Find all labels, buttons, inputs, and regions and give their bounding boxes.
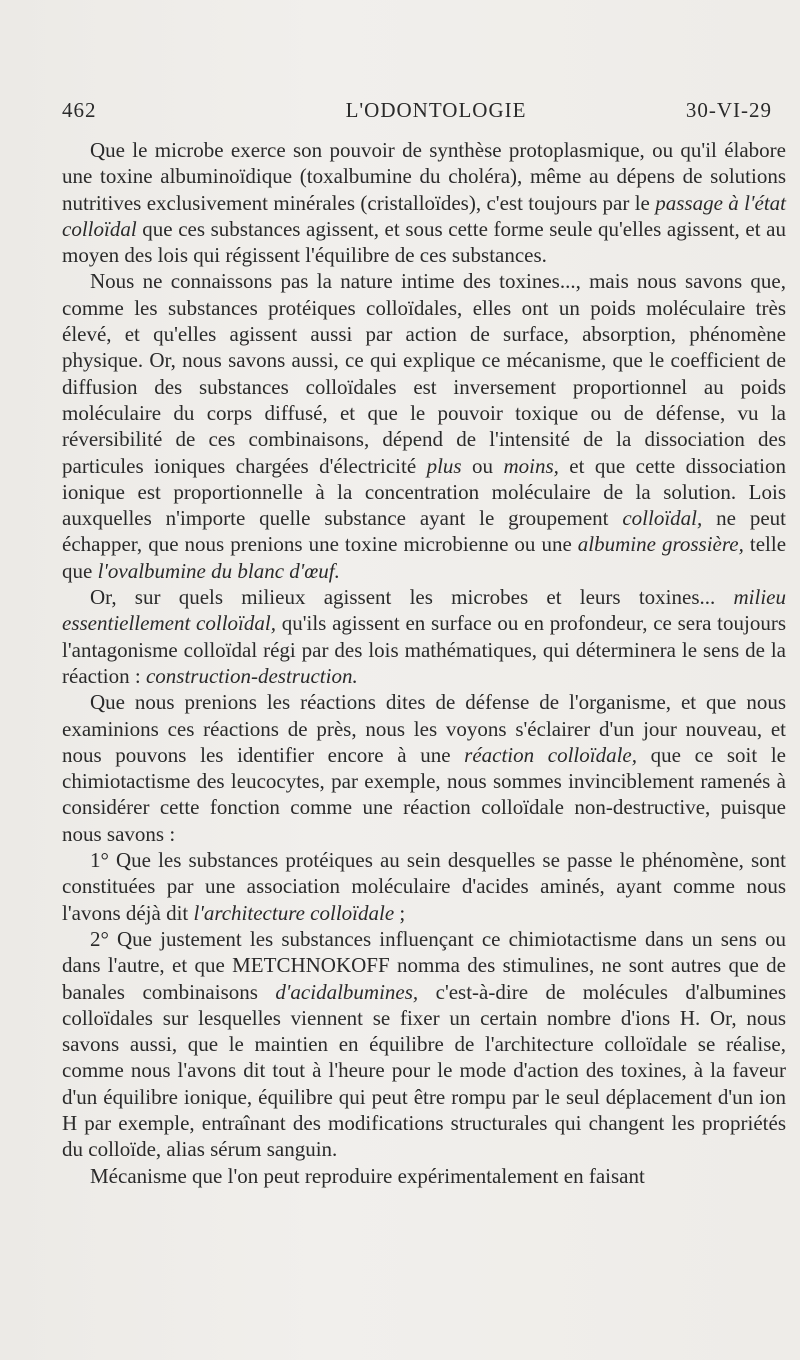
running-header — [62, 98, 780, 128]
paragraph — [62, 847, 786, 926]
text-run: c'est-à-dire de molécules d'albumines colloïdales sur lesquelles viennent se fixer un certain nombre d'ions H. Or, nous savons aussi, que le maintien en équilibre de l'architecture colloïdale se réalise, comme nous l'avons dit tout à l'heure pour le mode d'action des toxines, à la faveur d'un équilibre ionique, équilibre qui peut être rompu par le seul déplacement d'un ion H par exemple, entraînant des modifications structurales qui changent les propriétés du colloïde, alias sérum sanguin. — [62, 979, 786, 1162]
italic-text: d'acidalbumines, — [275, 979, 419, 1004]
page-number: 462 — [62, 98, 97, 122]
text-run: que ces substances agissent, et sous cette forme seule qu'elles agissent, et au moyen des lois qui régissent l'équilibre de ces substances. — [62, 216, 786, 268]
paragraph — [62, 137, 786, 268]
text-run: ne peut échapper, que nous prenions une toxine microbienne ou une — [62, 506, 786, 557]
text-run: Or, sur quels milieux agissent les microbes et leurs toxines... — [90, 585, 734, 610]
italic-text: moins, — [503, 453, 559, 478]
text-run: 1° Que les substances protéiques au sein desquelles se passe le phénomène, sont constituées par une association moléculaire d'acides aminés, ayant comme nous l'avons déjà dit — [62, 848, 786, 925]
text-run: ou — [461, 453, 504, 478]
italic-text: milieu essentiellement colloïdal, — [62, 585, 786, 636]
text-run: que ce soit le chimiotactisme des leucocytes, par exemple, nous sommes invinciblement ramenés à considérer cette fonction comme une réaction colloïdale non-destructive, puisque nous savons : — [62, 742, 786, 846]
paragraph — [62, 689, 786, 847]
journal-title: L'ODONTOLOGIE — [345, 98, 527, 122]
paragraph — [62, 926, 786, 1163]
italic-text: colloïdal, — [622, 506, 703, 531]
body-text — [62, 137, 786, 1189]
italic-text: plus — [426, 453, 462, 478]
paragraph — [62, 1163, 786, 1189]
text-run: ; — [394, 900, 406, 925]
italic-text: l'architecture colloïdale — [193, 900, 395, 925]
text-run: 2° Que justement les substances influençant ce chimiotactisme dans un sens ou dans l'autre, et que METCHNOKOFF nomma des stimulines, ne sont autres que de banales combinaisons — [62, 926, 786, 1004]
italic-text: construction-destruction. — [145, 663, 358, 688]
text-run: Que le microbe exerce son pouvoir de synthèse protoplasmique, ou qu'il élabore une toxine albuminoïdique (toxalbumine du choléra), même au dépens de solutions nutritives exclusivement minérales (cristalloïdes), c'est toujours par le — [62, 138, 786, 215]
text-run: Mécanisme que l'on peut reproduire expérimentalement en faisant — [90, 1163, 645, 1188]
italic-text: réaction colloïdale, — [464, 742, 637, 767]
italic-text: l'ovalbumine du blanc d'œuf. — [97, 558, 340, 583]
text-run: Nous ne connaissons pas la nature intime des toxines..., mais nous savons que, comme les substances protéiques colloïdales, elles ont un poids moléculaire très élevé, et qu'elles agissent aussi par action de surface, absorption, phénomène physique. Or, nous savons aussi, ce qui explique ce mécanisme, que le coefficient de diffusion des substances colloïdales est inversement proportionnel au poids moléculaire du corps diffusé, et que le pouvoir toxique ou de défense, vu la réversibilité de ces combinaisons, dépend de l'intensité de la dissociation des particules ioniques chargées d'électricité — [62, 269, 786, 478]
paragraph — [62, 268, 786, 584]
italic-text: passage à l'état colloïdal — [62, 190, 786, 241]
italic-text: albumine grossière, — [577, 532, 744, 557]
paragraph — [62, 584, 786, 689]
issue-date: 30-VI-29 — [685, 98, 772, 122]
text-run: Que nous prenions les réactions dites de défense de l'organisme, et que nous examinions ces réactions de près, nous les voyons s'éclairer d'un jour nouveau, et nous pouvons les identifier encore à une — [62, 690, 786, 767]
text-run: telle que — [62, 532, 787, 583]
text-run: qu'ils agissent en surface ou en profondeur, ce sera toujours l'antagonisme colloïdal régi par des lois mathématiques, qui déterminera le sens de la réaction : — [62, 611, 786, 688]
text-run: et que cette dissociation ionique est proportionnelle à la concentration moléculaire de la solution. Lois auxquelles n'importe quelle substance ayant le groupement — [62, 453, 786, 531]
